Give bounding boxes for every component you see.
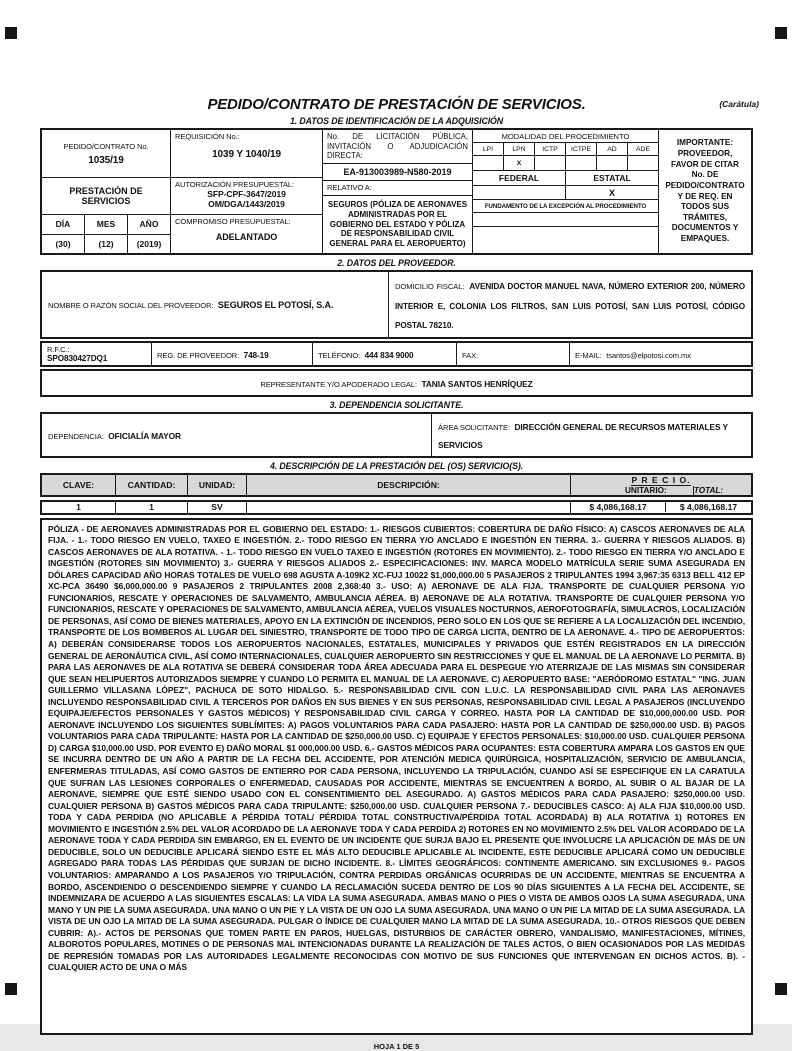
- modalidad-columns: [473, 143, 658, 156]
- fundamento-empty-cell: [473, 213, 658, 227]
- caratula-note: (Carátula): [719, 99, 759, 109]
- email-label: E-MAIL:: [575, 350, 602, 360]
- row-unitario: $ 4,086,168.17: [571, 502, 666, 512]
- descripcion-text: PÓLIZA - DE AERONAVES ADMINISTRADAS POR EL GOBIERNO DEL ESTADO: 1.- RIESGOS CUBIERTOS: COBERTURA DE DAÑO FÍSICO: A) CASCOS AERONAVES DE ALA FIJA. - 1.- TODO RIESGO EN VUELO, TAXEO E INGESTIÓN. 2.- TODO RIESGO EN TIERRA Y/O ANCLADO E INGESTIÓN EN TIERRA. 3.- GUERRA Y RIESGOS ALIADOS. B) CASCOS AERONAVES DE ALA ROTATIVA. - 1.- TODO RIESGO EN VUELO TAXEO E INGESTIÓN (ROTORES EN MOVIMIENTO). 2.- TODO RIESGO EN TIERRA Y/O ANCLADO E INGESTIÓN (ROTORES SIN MOVIMIENTO) 3.- GUERRA Y RIESGOS ALIADOS 2.- ESPECIFICACIONES: INV. MARCA MODELO MATRÍCULA SERIE SUMA ASEGURADA EN DÓLARES CAPACIDAD AÑO HORAS TOTALES DE VUELO 698 AGUSTA A-109K2 XC-FUJ 10022 $1,000,000.00 5 PASAJEROS 2 TRIPULANTES 1994 3,967:35 6313 BELL 412 EP XC-PCA 36490 $6,000,000.00 9 PASAJEROS 2 TRIPULANTES 2008 2,368:40 3.- USO: A) AERONAVE DE ALA FIJA. TRANSPORTE DE CUALQUIER PERSONA Y/O FUNCIONARIOS, RESCATE Y OPERACIONES DE SALVAMENTO, AMBULANCIA AÉREA. B) AERONAVE DE ALA ROTATIVA. TRANSPORTE DE CUALQUIER PERSONA Y/O FUNCIONARIOS, RESCATE Y OPERACIONES DE SALVAMENTO, AMBULANCIA AÉREA, VUELOS VISUALES NOCTURNOS, AEROFOTOGRAFÍA, SIMULACROS, LOCALIZACIÓN DE PERSONAS, ASÍ COMO DE BIENES MATERIALES, APOYO EN LA EXTINCIÓN DE INCENDIOS, PERO SOLO EN LOS QUE SE REFIERE A LA LOCALIZACIÓN DEL INCENDIO, TRANSPORTE DE LOS BOMBEROS AL LUGAR DEL SINIESTRO, TRANSPORTE DE TODO TIPO DE CARGA LICITA, DENTRO DE LA AERONAVE. 4.- TIPO DE AEROPUERTOS: A) DEBERÁN CONSIDERARSE TODOS LOS AEROPUERTOS NACIONALES, ESTATALES, MUNICIPALES Y PRIVADOS QUE ESTÉN REGISTRADOS EN LA DIRECCIÓN GENERAL DE AERONÁUTICA CIVIL, ASÍ COMO INTERNACIONALES, CUALQUIER AEROPUERTO SIN RESTRICCIONES Y QUE EL MANUAL DE LA AERONAVE LO PERMITA. B) PARA LAS AERONAVES DE ALA ROTATIVA SE DEBERÁ CONSIDERAR TODA ÁREA ADECUADA PARA EL DESPEGUE Y/O ATERRIZAJE DE LAS MISMAS SIN CONSIDERAR QUE SEAN HELIPUERTOS AUTORIZADOS SIEMPRE Y CUANDO LO PERMITA EL MANUAL DE LA AERONAVE. C) AEROPUERTO BASE: "AERÓDROMO ESTATAL" "ING. JUAN GUILLERMO VILLASANA LÓPEZ", PACHUCA DE SOTO HIDALGO. 5.- RESPONSABILIDAD CIVIL CON L.U.C. LA RESPONSABILIDAD CIVIL PARA LAS AERONAVES INCLUYENDO RESPONSABILIDAD CIVIL A TERCEROS POR DAÑOS EN SUS BIENES Y EN SUS PERSONAS, RESPONSABILIDAD CIVIL LEGAL A PASAJEROS (INCLUYENDO EQUIPAJE/EFECTOS PERSONALES Y GASTOS MÉDICOS) Y RESPONSABILIDAD CIVIL CARGA Y CORREO. HASTA POR LA CANTIDAD DE $10,000,000.00 USD. POR AERONAVE INCLUYENDO LOS SIGUIENTES SUBLÍMITES: A) PAGOS VOLUNTARIOS PARA CADA PASAJERO: HASTA POR LA CANTIDAD DE $250,000.00 USD. B) PAGOS VOLUNTARIOS PARA CADA TRIPULANTE: HASTA POR LA CANTIDAD DE $250,000.00 USD. C) EQUIPAJE Y EFECTOS PERSONALES: $10,000.00 USD. CUALQUIER PERSONA D) CARGA $10,000.00 USD. POR EVENTO E) DAÑO MORAL $1 000,000.00 USD. 6.- GASTOS MÉDICOS PARA OCUPANTES: ESTA COBERTURA AMPARA LOS GASTOS EN QUE SE INCURRA DENTRO DE UN AÑO A PARTIR DE LA FECHA DEL ACCIDENTE, POR ATENCIÓN MEDICA QUIRÚRGICA, HOSPITALIZACIÓN, SERVICIO DE AMBULANCIA, ENFERMERAS TITULADAS, ASÍ COMO GASTOS DE ENTIERRO POR CADA PERSONA, INCLUYENDO LA TRIPULACIÓN, CUANDO ASÍ SE ESPECIFIQUE EN LA CARATULA QUE SUFRAN LAS LESIONES CORPORALES O ENFERMEDAD, CAUSADAS POR ACCIDENTE, MIENTRAS SE ENCUENTREN A BORDO, AL SUBIR O AL BAJAR DE LA AERONAVE, SIEMPRE QUE ESTÉ SIENDO USADO CON EL CONSENTIMIENTO DEL ASEGURADO. A) GASTOS MÉDICOS PARA CADA PASAJERO: $250,000.00 USD. CUALQUIER PERSONA B) GASTOS MÉDICOS PARA CADA TRIPULANTE: $250,000.00 USD. CUALQUIER PERSONA 7.- DEDUCIBLES CASCO: A) ALA FIJA $10,000.00 USD. TODA Y CADA PERDIDA (NO APLICABLE A PÉRDIDA TOTAL/ PÉRDIDA TOTAL CONSTRUCTIVA/PÉRDIDA TOTAL ACORDADA) B) ALA ROTATIVA 1) ROTORES EN MOVIMIENTO E INGESTIÓN 2.5% DEL VALOR ACORDADO DE LA AERONAVE TODA Y CADA PERDIDA 2) ROTORES EN NO MOVIMIENTO 2.5% DEL VALOR ACORDADO DE LA AERONAVE TODA Y CADA PERDIDA SIN EMBARGO, EN EL EVENTO DE UN INCIDENTE QUE SURJA BAJO EL PRESENTE QUE INVOLUCRE LA APLICACIÓN DE MÁS DE UN DEDUCIBLE, SOLO UN DEDUCIBLE APLICARÁ SIENDO ESTE EL MÁS ALTO DEDUCIBLE APLICABLE AL INCIDENTE, ESTE DEDUCIBLE APLICARÁ COMO UN DEDUCIBLE AGREGADO PARA TODAS LAS PÉRDIDAS QUE SURJAN DE DICHO INCIDENTE. 8.- LÍMITES GEOGRÁFICOS: CONTINENTE AMERICANO. SIN EXCLUSIONES 9.- PAGOS VOLUNTARIOS: AMPARANDO A LOS PASAJEROS Y/O TRIPULACIÓN, CONTRA PERDIDAS ORGÁNICAS OCURRIDAS DE UN ACCIDENTE, MIENTRAS SE ENCUENTRA A BORDO, ASCENDIENDO O DESCENDIENDO SIEMPRE Y CUANDO LA RECLAMACIÓN SUCEDA DENTRO DE LOS 90 DÍAS SIGUIENTES A LA FECHA DEL ACCIDENTE, SE INDEMNIZARA DE ACUERDO A LAS SIGUIENTES ESCALAS: LA VIDA LA SUMA ASEGURADA. AMBAS MANO O PIES O VISTA DE AMBOS OJOS LA SUMA ASEGURADA, UNA MANO Y UN PIE LA SUMA ASEGURADA. UNA MANO O UN PIE Y LA VISTA DE UN OJO LA SUMA ASEGURADA. UNA MANO O UN PIE LA MITAD DE LA SUMA ASEGURADA. LA VISTA DE UN OJO LA MITAD DE LA SUMA ASEGURADA. PULGAR O ÍNDICE DE CUALQUIER MANO LA MITAD DE LA SUMA ASEGURADA. 10.- OTROS RIESGOS QUE DEBEN CUBRIR: A).- ACTOS DE PERSONAS QUE TOMEN PARTE EN PAROS, HUELGAS, DISTURBIOS DE CARÁCTER OBRERO, VANDALISMO, MANIFESTACIONES, MÍTINES, ALBOROTOS POPULARES, MOTINES O DE PERSONAS MAL INTENCIONADAS DURANTE LA REALIZACIÓN DE TALES ACTOS, O BIEN OCASIONADOS POR LAS MEDIDAS DE REPRESIÓN TOMADAS POR LAS AUTORIDADES LEGALMENTE RECONOCIDAS CON MOTIVO DE SUS FUNCIONES QUE INTERVENGAN EN DICHOS ACTOS. B). - CUALQUIER ACTO DE UNA O MÁS: [48, 523, 745, 973]
- modalidad-label: MODALIDAD DEL PROCEDIMIENTO: [473, 130, 658, 143]
- licitacion-value: EA-913003989-N580-2019: [323, 164, 472, 181]
- nombre-proveedor-value: SEGUROS EL POTOSÍ, S.A.: [217, 300, 334, 311]
- email-value: tsantos@elpotosi.com.mx: [606, 350, 691, 360]
- section1-heading: 1. DATOS DE IDENTIFICACIÓN DE LA ADQUISICIÓN: [289, 116, 504, 126]
- dia-label: DÍA: [42, 215, 85, 234]
- nombre-proveedor-label: NOMBRE O RAZÓN SOCIAL DEL PROVEEDOR:: [48, 301, 214, 311]
- ano-label: AÑO: [139, 219, 159, 230]
- servicio-header-row: [40, 473, 753, 497]
- col-cantidad: CANTIDAD:: [116, 475, 188, 495]
- representante-label: REPRESENTANTE Y/O APODERADO LEGAL:: [260, 379, 418, 389]
- fecha-table: [42, 215, 170, 253]
- modalidad-col-lpn: LPN: [504, 143, 535, 155]
- relativo-value: SEGUROS (PÓLIZA DE AERONAVES ADMINISTRADAS POR EL GOBIERNO DEL ESTADO Y PÓLIZA DE RESPONSABILIDAD CIVIL GENERAL PARA EL AEROPUERTO): [327, 200, 468, 249]
- corner-mark-icon: [775, 27, 787, 39]
- section3-heading: 3. DEPENDENCIA SOLICITANTE.: [329, 399, 464, 410]
- descripcion-box: [40, 518, 753, 1035]
- estatal-label: ESTATAL: [593, 173, 631, 183]
- page-number: HOJA 1 DE 5: [373, 1041, 420, 1051]
- proveedor-row1: [40, 270, 753, 339]
- modalidad-mark-row: [473, 156, 658, 171]
- row-clave: 1: [42, 502, 116, 513]
- modalidad-col-ictpe: ICTPE: [566, 143, 597, 155]
- relativo-label: RELATIVO A:: [323, 181, 472, 196]
- modalidad-col-ad: AD: [597, 143, 628, 155]
- licitacion-label: No. DE LICITACIÓN PÚBLICA, INVITACIÓN O ADJUDICACIÓN DIRECTA:: [323, 130, 472, 164]
- representante-value: TANIA SANTOS HENRÍQUEZ: [421, 378, 533, 389]
- modalidad-col-lpi: LPI: [473, 143, 504, 155]
- corner-mark-icon: [5, 27, 17, 39]
- importante-note: IMPORTANTE: PROVEEDOR, FAVOR DE CITAR No. DE PEDIDO/CONTRATO Y DE REQ. EN TODOS SUS TRÁMITES, DOCUMENTOS Y EMPAQUES.: [665, 138, 745, 244]
- dia-value: (30): [42, 235, 85, 254]
- area-solicitante-label: ÁREA SOLICITANTE:: [438, 422, 511, 432]
- telefono-value: 444 834 9000: [364, 350, 414, 360]
- requisicion-label: REQUISICIÓN No.:: [175, 132, 240, 141]
- requisicion-value: 1039 Y 1040/19: [212, 149, 281, 160]
- domicilio-value: AVENIDA DOCTOR MANUEL NAVA, NÚMERO EXTERIOR 200, NÚMERO INTERIOR E, COLONIA LOS FILTROS, SAN LUIS POTOSÍ, SAN LUIS POTOSÍ, CÓDIGO POSTAL 78210.: [395, 282, 745, 331]
- domicilio-label: DOMICILIO FISCAL:: [395, 282, 465, 291]
- proveedor-row2: [40, 341, 753, 367]
- col-unidad: UNIDAD:: [188, 475, 247, 495]
- fax-label: FAX:: [462, 350, 479, 360]
- mes-label: MES: [85, 215, 128, 234]
- modalidad-col-ade: ADE: [636, 145, 650, 153]
- pedido-contrato-value: 1035/19: [88, 154, 124, 166]
- row-total: $ 4,086,168.17: [679, 502, 738, 513]
- dependencia-value: OFICIALÍA MAYOR: [108, 430, 182, 441]
- section1-table: [40, 128, 753, 255]
- reg-proveedor-value: 748-19: [243, 350, 269, 360]
- fundamento-label: FUNDAMENTO DE LA EXCEPCIÓN AL PROCEDIMIENTO: [473, 200, 658, 213]
- representante-row: [40, 369, 753, 397]
- corner-mark-icon: [5, 983, 17, 995]
- corner-mark-icon: [775, 983, 787, 995]
- ano-value: (2019): [136, 238, 162, 249]
- dependencia-label: DEPENDENCIA:: [48, 431, 104, 441]
- col-unitario: UNITARIO:: [599, 486, 694, 495]
- col-precio: P R E C I O.: [631, 474, 691, 485]
- compromiso-label: COMPROMISO PRESUPUESTAL:: [175, 217, 291, 226]
- mes-value: (12): [85, 235, 128, 254]
- row-unidad: SV: [188, 502, 247, 513]
- col-clave: CLAVE:: [42, 475, 116, 495]
- row-cantidad: 1: [116, 502, 188, 513]
- col-descripcion: DESCRIPCIÓN:: [247, 475, 571, 495]
- col-precio-group: [571, 475, 751, 495]
- servicio-data-row: [40, 500, 753, 515]
- telefono-label: TELÉFONO:: [318, 350, 361, 360]
- lpn-x-mark: X: [504, 156, 535, 170]
- autorizacion-value-2: OM/DGA/1443/2019: [208, 199, 285, 209]
- federal-label: FEDERAL: [473, 171, 566, 185]
- autorizacion-value-1: SFP-CPF-3647/2019: [207, 189, 286, 199]
- rfc-value: SPO830427DQ1: [47, 353, 108, 363]
- fundamento-empty-cell: [473, 227, 658, 253]
- row-descripcion: [247, 502, 571, 513]
- pedido-contrato-label: PEDIDO/CONTRATO No.: [63, 141, 149, 151]
- reg-proveedor-label: REG. DE PROVEEDOR:: [157, 350, 240, 360]
- page-title: PEDIDO/CONTRATO DE PRESTACIÓN DE SERVICIOS.: [207, 96, 586, 113]
- section4-heading: 4. DESCRIPCIÓN DE LA PRESTACIÓN DEL (OS) SERVICIO(S).: [269, 460, 524, 471]
- compromiso-value: ADELANTADO: [215, 232, 278, 242]
- col-total: TOTAL:: [693, 485, 724, 495]
- estatal-x-mark: X: [608, 187, 615, 198]
- dependencia-row: [40, 412, 753, 458]
- tipo-contrato: PRESTACIÓN DE SERVICIOS: [42, 178, 170, 215]
- section2-heading: 2. DATOS DEL PROVEEDOR.: [337, 258, 456, 268]
- modalidad-col-ictp: ICTP: [535, 143, 566, 155]
- autorizacion-label: AUTORIZACIÓN PRESUPUESTAL:: [175, 180, 295, 189]
- rfc-label: R.F.C.:: [47, 344, 70, 354]
- area-solicitante-value: DIRECCIÓN GENERAL DE RECURSOS MATERIALES Y SERVICIOS: [438, 421, 728, 450]
